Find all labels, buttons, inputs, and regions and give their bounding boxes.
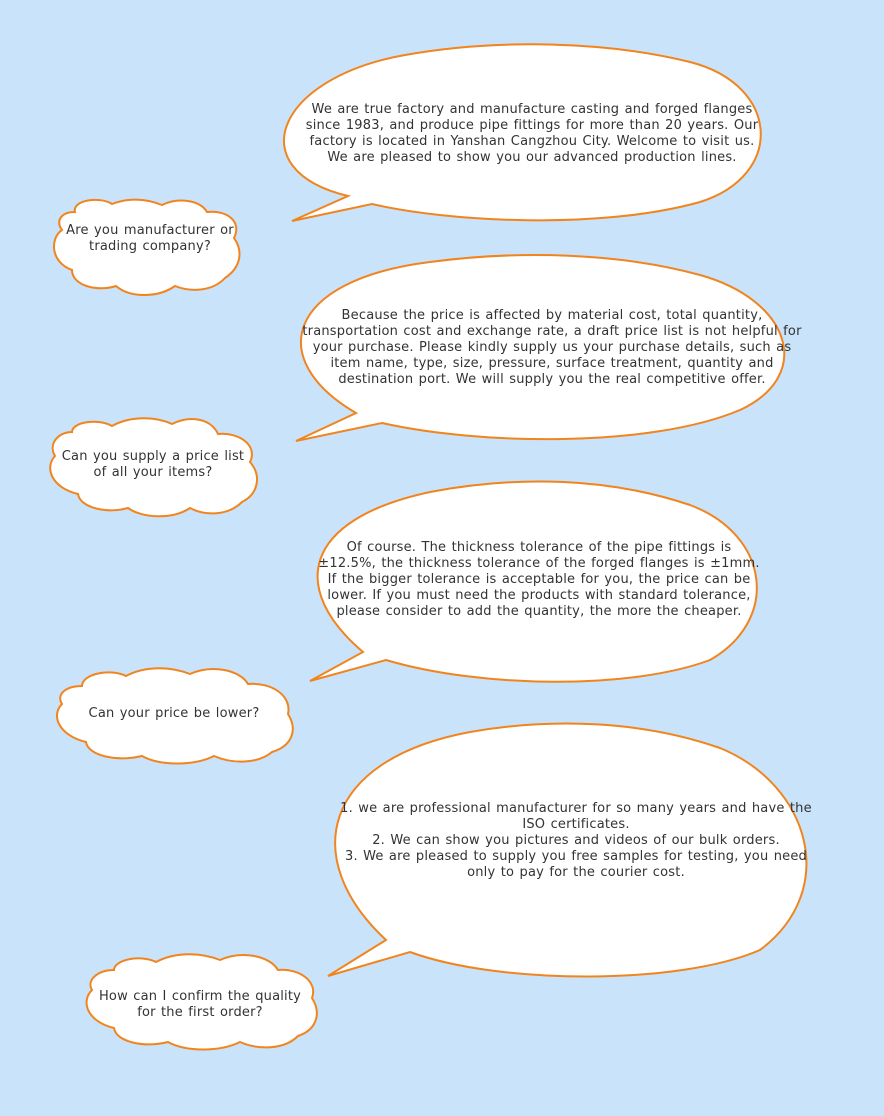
question-text-2: Can you supply a price list of all your items? — [61, 449, 245, 480]
answer-line-1: 1. we are professional manufacturer for so many years and have the ISO certificates. — [340, 801, 812, 832]
answer-text-3: Of course. The thickness tolerance of the pipe fittings is ±12.5%, the thickness tolerance of the forged flanges is ±1mm. If the bigger tolerance is acceptable for you, the price can be lower. If you must need the products with standard tolerance, please consider to add the quantity, the more the cheaper. — [318, 540, 760, 619]
answer-text-1: We are true factory and manufacture casting and forged flanges since 1983, and produce pipe fittings for more than 20 years. Our factory is located in Yanshan Cangzhou City. Welcome to visit us. We are pleased to show you our advanced production lines. — [305, 102, 759, 165]
answer-text-4 — [340, 801, 812, 881]
question-text-3: Can your price be lower? — [88, 706, 260, 721]
answer-line-2: 2. We can show you pictures and videos of our bulk orders. — [372, 833, 780, 848]
answer-text-2: Because the price is affected by material cost, total quantity, transportation cost and exchange rate, a draft price list is not helpful for your purchase. Please kindly supply us your purchase details, such as item name, type, size, pressure, surface treatment, quantity and destination port. We will supply you the real competitive offer. — [302, 308, 802, 387]
answer-line-3: 3. We are pleased to supply you free samples for testing, you need only to pay for the courier cost. — [344, 849, 808, 880]
question-text-4: How can I confirm the quality for the first order? — [98, 989, 302, 1020]
question-text-1: Are you manufacturer or trading company? — [66, 223, 234, 254]
